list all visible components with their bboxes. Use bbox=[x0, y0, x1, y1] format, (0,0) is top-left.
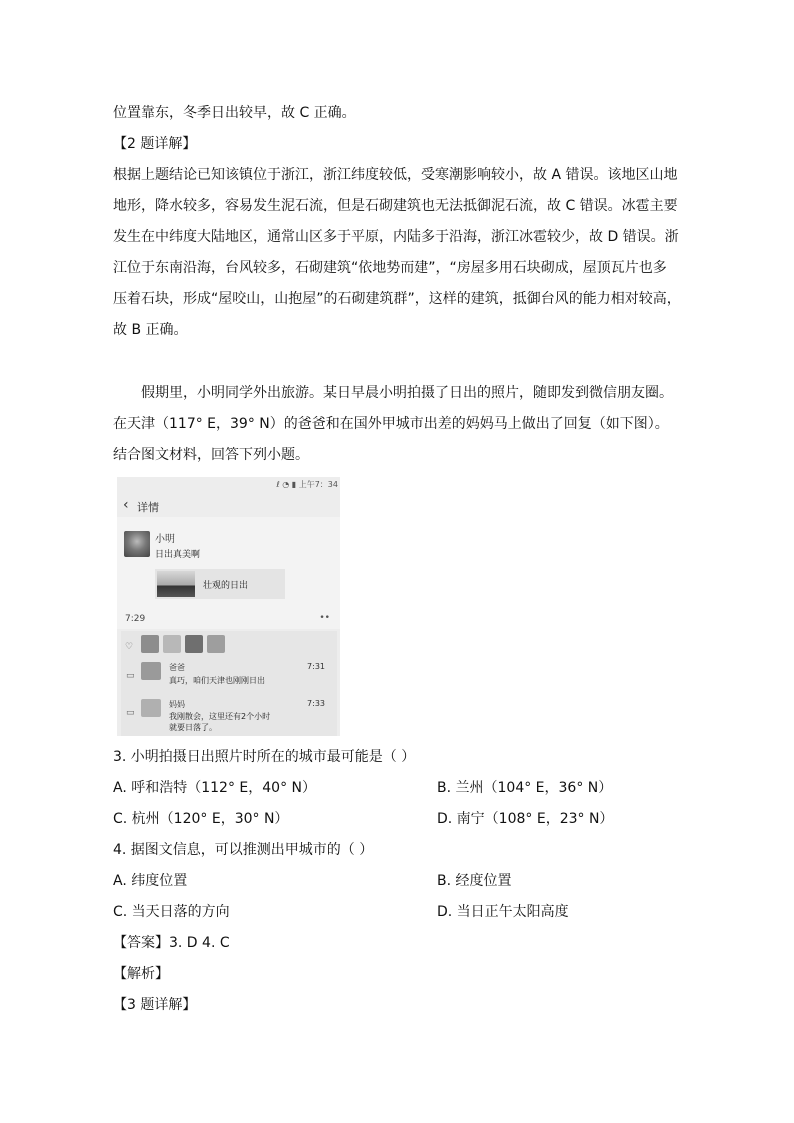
page-title: 详情 bbox=[137, 501, 159, 514]
post-content: 日出真美啊 bbox=[155, 550, 201, 560]
question-4: 4. 据图文信息，可以推测出甲城市的（ ） bbox=[113, 842, 374, 858]
back-arrow-icon: ‹ bbox=[123, 497, 129, 513]
status-time: ℓ ◔ ▮ 上午7：34 bbox=[276, 480, 338, 489]
status-icons: ℓ ◔ ▮ bbox=[276, 480, 297, 489]
detail-header-q3: 【3 题详解】 bbox=[113, 997, 197, 1013]
comment-avatar bbox=[141, 662, 161, 680]
more-icon: •• bbox=[319, 613, 330, 623]
comment-name: 爸爸 bbox=[169, 663, 185, 672]
sunrise-thumbnail bbox=[157, 571, 195, 597]
like-avatar bbox=[207, 635, 225, 653]
title-bar bbox=[117, 495, 340, 517]
like-avatar bbox=[141, 635, 159, 653]
line-4: 地形，降水较多，容易发生泥石流，但是石砌建筑也无法抵御泥石流，故 C 错误。冰雹主要 bbox=[113, 198, 678, 214]
comment-text: 我刚散会，这里还有2个小时 bbox=[169, 712, 271, 721]
post-time: 7:29 bbox=[125, 614, 146, 624]
like-avatar bbox=[185, 635, 203, 653]
comment-icon: ▭ bbox=[126, 671, 135, 681]
option-4b: B. 经度位置 bbox=[437, 873, 512, 889]
line-6: 江位于东南沿海，台风较多，石砌建筑“依地势而建”，“房屋多用石块砌成，屋顶瓦片也多 bbox=[113, 260, 667, 276]
option-3a: A. 呼和浩特（112° E，40° N） bbox=[113, 780, 316, 796]
comment-text: 就要日落了。 bbox=[169, 723, 217, 732]
line-1: 位置靠东，冬季日出较早，故 C 正确。 bbox=[113, 105, 356, 121]
option-4d: D. 当日正午太阳高度 bbox=[437, 904, 569, 920]
passage-line-3: 结合图文材料，回答下列小题。 bbox=[113, 447, 309, 463]
answer-line: 【答案】3. D 4. C bbox=[113, 935, 230, 951]
comments-area bbox=[121, 631, 337, 736]
passage-line-2: 在天津（117° E，39° N）的爸爸和在国外甲城市出差的妈妈马上做出了回复（如下图）。 bbox=[113, 416, 669, 432]
line-8: 故 B 正确。 bbox=[113, 322, 188, 338]
comment-name: 妈妈 bbox=[169, 700, 185, 709]
status-bar bbox=[117, 477, 340, 491]
passage-line-1: 假期里，小明同学外出旅游。某日早晨小明拍摄了日出的照片，随即发到微信朋友圈。 bbox=[141, 385, 673, 401]
question-3: 3. 小明拍摄日出照片时所在的城市最可能是（ ） bbox=[113, 749, 416, 765]
link-title: 壮观的日出 bbox=[203, 581, 249, 591]
post-author: 小明 bbox=[155, 534, 175, 545]
analysis-header: 【解析】 bbox=[113, 966, 169, 982]
line-5: 发生在中纬度大陆地区，通常山区多于平原，内陆多于沿海，浙江冰雹较少，故 D 错误。浙 bbox=[113, 229, 679, 245]
option-3d: D. 南宁（108° E，23° N） bbox=[437, 811, 614, 827]
line-7: 压着石块，形成“屋咬山，山抱屋”的石砌建筑群”，这样的建筑，抵御台风的能力相对较高， bbox=[113, 291, 681, 307]
heart-icon: ♡ bbox=[125, 642, 134, 652]
line-3: 根据上题结论已知该镇位于浙江，浙江纬度较低，受寒潮影响较小，故 A 错误。该地区山地 bbox=[113, 167, 678, 183]
link-card bbox=[155, 569, 285, 599]
comment-time: 7:33 bbox=[307, 699, 325, 708]
moment-post bbox=[117, 517, 340, 629]
option-3b: B. 兰州（104° E，36° N） bbox=[437, 780, 613, 796]
comment-text: 真巧，咱们天津也刚刚日出 bbox=[169, 676, 265, 685]
like-avatar bbox=[163, 635, 181, 653]
comment-icon: ▭ bbox=[126, 708, 135, 718]
option-3c: C. 杭州（120° E，30° N） bbox=[113, 811, 289, 827]
section-header-q2: 【2 题详解】 bbox=[113, 136, 197, 152]
wechat-moments-screenshot bbox=[117, 477, 340, 736]
option-4c: C. 当天日落的方向 bbox=[113, 904, 230, 920]
comment-time: 7:31 bbox=[307, 662, 325, 671]
comment-avatar bbox=[141, 699, 161, 717]
avatar bbox=[124, 531, 150, 557]
option-4a: A. 纬度位置 bbox=[113, 873, 188, 889]
